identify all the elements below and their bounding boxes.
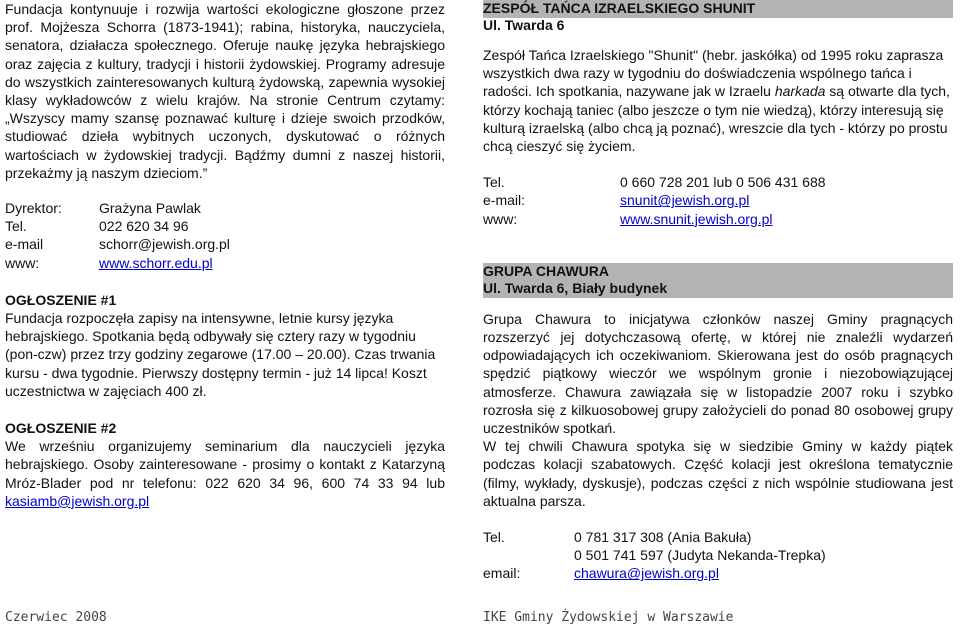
left-column — [5, 0, 445, 510]
section-title: GRUPA CHAWURA — [483, 262, 609, 279]
right-column — [483, 0, 953, 583]
contact-row-director — [5, 199, 445, 217]
contact-row-phone — [483, 528, 953, 546]
contact-key: www: — [483, 210, 518, 227]
contact-row-www — [5, 254, 445, 272]
contact-key: Tel. — [483, 174, 505, 191]
shunit-description — [483, 46, 953, 155]
section-address: Ul. Twarda 6 — [483, 17, 565, 33]
shunit-text-a: Zespół Tańca Izraelskiego "Shunit" (hebr. jaskółka) od 1995 roku zaprasza wszystkich dwa razy w tygodniu do doświadczenia wspólnego tańca i radości. Ich spotkania, nazywane jak w Izraelu — [483, 47, 944, 100]
contact-key: e-mail — [5, 236, 44, 253]
contact-value: Grażyna Pawlak — [99, 200, 201, 217]
contact-key: www: — [5, 254, 40, 271]
contact-value: 022 620 34 96 — [99, 218, 189, 235]
footer-date: Czerwiec 2008 — [5, 610, 107, 625]
section-header-shunit — [483, 0, 953, 33]
contact-key: e-mail: — [483, 192, 526, 209]
email-link[interactable]: snunit@jewish.org.pl — [620, 192, 750, 209]
announcement-2-title: OGŁOSZENIE #2 — [5, 420, 117, 437]
announcement-2-body: We wrześniu organizujemy seminarium dla nauczycieli języka hebrajskiego. Osoby zainteresowane - prosimy o kontakt z Katarzyną Mróz-Blader pod nr telefonu: 022 620 34 96, 600 74 33 94 lub — [5, 438, 445, 491]
footer-organization: IKE Gminy Żydowskiej w Warszawie — [483, 610, 734, 625]
contact-value: 0 781 317 308 (Ania Bakuła) — [574, 529, 752, 546]
email-link[interactable]: chawura@jewish.org.pl — [574, 565, 719, 582]
contact-key: Tel. — [5, 218, 27, 235]
shunit-text-b: są otwarte dla tych, którzy kochają taniec (albo jeszcze o tym nie wiedzą), którzy interesują się kulturą izraelską (albo chcą ją poznać), wreszcie dla tych - którzy po prostu chcą cieszyć się życiem. — [483, 83, 950, 155]
chawura-description-2: W tej chwili Chawura spotyka się w siedzibie Gminy w każdy piątek podczas kolacji szabatowych. Część kolacji jest określona tematycznie (filmy, wykłady, dyskusje), podczas części z nich wspólnie studiowana jest aktualna parsza. — [483, 438, 953, 509]
chawura-description: Grupa Chawura to inicjatywa członków naszej Gminy pragnących rozszerzyć jej dotychczasową ofertę, w której nie znaleźli wydarzeń odpowiadających ich oczekiwaniom. Skierowana jest do osób pragnących spędzić piątkowy wieczór we wspólnym gronie i niezobowiązującej atmosferze. Chawura zawiązała się w listopadzie 2007 roku i szybko rozrosła się z kilkuosobowej grupy założycieli do ponad 80 osobowej grupy uczestników spotkań. — [483, 310, 953, 437]
chawura-contacts — [483, 528, 953, 583]
contact-key: email: — [483, 565, 521, 582]
contact-key: Tel. — [483, 529, 505, 546]
shunit-contacts — [483, 173, 953, 228]
contact-key: Dyrektor: — [5, 200, 62, 217]
contact-row-phone — [483, 173, 953, 191]
announcement-1-text: Fundacja rozpoczęła zapisy na intensywne, letnie kursy języka hebrajskiego. Spotkania będą odbywały się cztery razy w tygodniu (pon-czw) przez trzy godziny zegarowe (17.00 – 20.00). Czas trwania kursu - dwa tygodnie. Pierwszy dostępny termin - już 14 lipca! Koszt uczestnictwa w zajęciach 400 zł. — [5, 310, 436, 399]
contact-row-phone — [5, 217, 445, 235]
contact-row-www — [483, 210, 953, 228]
contact-block — [5, 199, 445, 272]
contact-row-email — [483, 564, 953, 582]
announcement-2-text — [5, 437, 445, 510]
section-address: Ul. Twarda 6, Biały budynek — [483, 279, 668, 296]
contact-value: schorr@jewish.org.pl — [99, 236, 230, 253]
contact-row-email — [483, 191, 953, 209]
contact-key — [483, 546, 574, 564]
contact-row-phone-2 — [483, 546, 953, 564]
section-header-chawura — [483, 263, 953, 298]
contact-value: 0 501 741 597 (Judyta Nekanda-Trepka) — [574, 547, 826, 564]
contact-value: 0 660 728 201 lub 0 506 431 688 — [620, 174, 826, 191]
announcement-1-title: OGŁOSZENIE #1 — [5, 291, 117, 308]
email-link[interactable]: kasiamb@jewish.org.pl — [5, 492, 150, 509]
shunit-text-em: harkada — [774, 83, 826, 100]
website-link[interactable]: www.schorr.edu.pl — [99, 254, 213, 271]
section-title: ZESPÓŁ TAŃCA IZRAELSKIEGO SHUNIT — [483, 0, 756, 16]
contact-row-email — [5, 235, 445, 253]
website-link[interactable]: www.snunit.jewish.org.pl — [620, 210, 773, 227]
intro-paragraph: Fundacja kontynuuje i rozwija wartości ekologiczne głoszone przez prof. Mojżesza Schorra (1873-1941); rabina, historyka, nauczyciela, senatora, działacza społecznego. Oferuje naukę języka hebrajskiego oraz zajęcia z kultury, tradycji i historii żydowskiej. Programy adresuje do wszystkich zainteresowanych kulturą żydowską, zapewnia wysokiej klasy wykładowców z wielu krajów. Na stronie Centrum czytamy: „Wszyscy mamy szansę poznawać kulturę i dzieje swoich przodków, studiować dzieła wybitnych uczonych, dyskutować o różnych wartościach w żydowskiej tradycji. Bądźmy dumni z naszej historii, przekażmy ją naszym dzieciom.” — [5, 1, 445, 181]
